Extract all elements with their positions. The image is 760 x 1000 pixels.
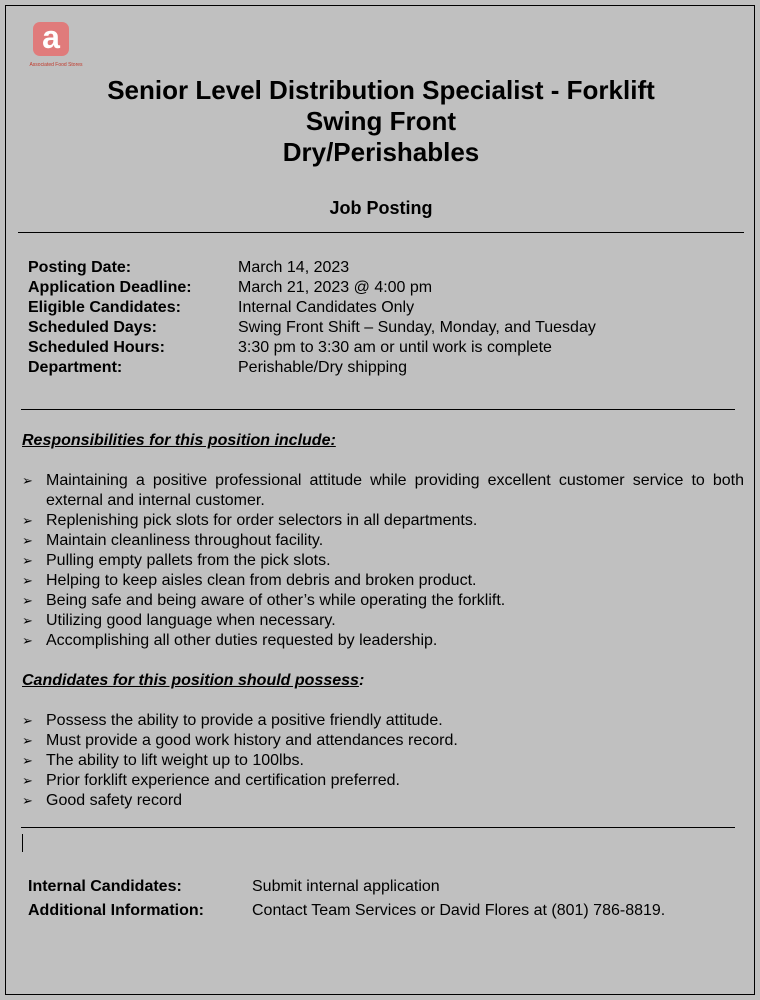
detail-row-label: Scheduled Hours: bbox=[28, 339, 165, 356]
list-item bbox=[22, 471, 744, 511]
posting-details bbox=[28, 258, 596, 378]
logo-glyph: a bbox=[42, 19, 60, 55]
list-item-text: Helping to keep aisles clean from debris and broken product. bbox=[46, 572, 477, 589]
qualifications-heading-colon: : bbox=[358, 672, 365, 689]
list-item-text: Must provide a good work history and attendances record. bbox=[46, 732, 458, 749]
detail-row-label: Department: bbox=[28, 359, 123, 376]
arrow-bullet-icon: ➢ bbox=[22, 753, 33, 768]
list-item-text: Good safety record bbox=[46, 792, 183, 809]
list-item bbox=[22, 591, 744, 611]
detail-row-label: Scheduled Days: bbox=[28, 319, 157, 336]
arrow-bullet-icon: ➢ bbox=[22, 533, 33, 548]
qualifications-heading bbox=[22, 672, 364, 690]
detail-row-value: March 21, 2023 @ 4:00 pm bbox=[238, 279, 433, 296]
contact-row-label: Additional Information: bbox=[28, 902, 204, 919]
list-item bbox=[22, 731, 744, 751]
detail-row-value: Perishable/Dry shipping bbox=[238, 359, 407, 376]
contact-row-label: Internal Candidates: bbox=[28, 878, 182, 895]
list-item bbox=[22, 531, 744, 551]
divider bbox=[21, 827, 735, 828]
job-title-line: Swing Front bbox=[305, 106, 457, 136]
list-item bbox=[22, 631, 744, 651]
detail-row bbox=[28, 358, 596, 378]
list-item-text: Replenishing pick slots for order selectors in all departments. bbox=[46, 512, 478, 529]
job-title bbox=[6, 75, 756, 168]
job-posting-heading: Job Posting bbox=[329, 198, 433, 218]
list-item-text: The ability to lift weight up to 100lbs. bbox=[46, 752, 304, 769]
list-item-text: Being safe and being aware of other’s while operating the forklift. bbox=[46, 592, 506, 609]
list-item-text: Prior forklift experience and certification preferred. bbox=[46, 772, 400, 789]
list-item-text: Pulling empty pallets from the pick slots. bbox=[46, 552, 331, 569]
list-item bbox=[22, 711, 744, 731]
list-item-text: Utilizing good language when necessary. bbox=[46, 612, 336, 629]
document-page bbox=[5, 5, 755, 995]
qualifications-list bbox=[22, 711, 744, 811]
detail-row bbox=[28, 298, 596, 318]
arrow-bullet-icon: ➢ bbox=[22, 513, 33, 528]
qualifications-heading-text: Candidates for this position should possess bbox=[22, 672, 359, 689]
arrow-bullet-icon: ➢ bbox=[22, 793, 33, 808]
list-item bbox=[22, 551, 744, 571]
list-item bbox=[22, 791, 744, 811]
contact-row bbox=[28, 875, 665, 899]
list-item bbox=[22, 771, 744, 791]
list-item-text: Possess the ability to provide a positive friendly attitude. bbox=[46, 712, 443, 729]
detail-row-value: March 14, 2023 bbox=[238, 259, 350, 276]
contact-details bbox=[28, 875, 665, 923]
detail-row-label: Eligible Candidates: bbox=[28, 299, 181, 316]
responsibilities-heading-text: Responsibilities for this position include: bbox=[22, 432, 336, 449]
detail-row-value: Internal Candidates Only bbox=[238, 299, 415, 316]
arrow-bullet-icon: ➢ bbox=[22, 773, 33, 788]
detail-row-value: Swing Front Shift – Sunday, Monday, and Tuesday bbox=[238, 319, 596, 336]
text-cursor bbox=[22, 834, 23, 852]
detail-row bbox=[28, 318, 596, 338]
list-item-text: Accomplishing all other duties requested by leadership. bbox=[46, 632, 438, 649]
detail-row bbox=[28, 338, 596, 358]
list-item bbox=[22, 571, 744, 591]
company-logo bbox=[21, 21, 91, 76]
detail-row bbox=[28, 278, 596, 298]
list-item-text: Maintaining a positive professional attitude while providing excellent customer service to both external and internal customer. bbox=[46, 472, 744, 509]
contact-row-value: Contact Team Services or David Flores at (801) 786-8819. bbox=[252, 902, 666, 919]
detail-row-value: 3:30 pm to 3:30 am or until work is complete bbox=[238, 339, 552, 356]
arrow-bullet-icon: ➢ bbox=[22, 613, 33, 628]
responsibilities-heading bbox=[22, 432, 336, 450]
arrow-bullet-icon: ➢ bbox=[22, 553, 33, 568]
responsibilities-list bbox=[22, 471, 744, 651]
detail-row-label: Posting Date: bbox=[28, 259, 132, 276]
arrow-bullet-icon: ➢ bbox=[22, 573, 33, 588]
arrow-bullet-icon: ➢ bbox=[22, 713, 33, 728]
arrow-bullet-icon: ➢ bbox=[22, 593, 33, 608]
list-item bbox=[22, 511, 744, 531]
detail-row-label: Application Deadline: bbox=[28, 279, 192, 296]
job-title-line: Dry/Perishables bbox=[282, 137, 480, 167]
contact-row-value: Submit internal application bbox=[252, 878, 440, 895]
logo-text: Associated Food Stores bbox=[29, 62, 83, 68]
arrow-bullet-icon: ➢ bbox=[22, 733, 33, 748]
divider bbox=[21, 409, 735, 410]
list-item bbox=[22, 611, 744, 631]
list-item bbox=[22, 751, 744, 771]
detail-row bbox=[28, 258, 596, 278]
divider bbox=[18, 232, 744, 233]
job-title-line: Senior Level Distribution Specialist - Forklift bbox=[107, 75, 655, 105]
arrow-bullet-icon: ➢ bbox=[22, 473, 33, 488]
list-item-text: Maintain cleanliness throughout facility. bbox=[46, 532, 324, 549]
contact-row bbox=[28, 899, 665, 923]
arrow-bullet-icon: ➢ bbox=[22, 633, 33, 648]
